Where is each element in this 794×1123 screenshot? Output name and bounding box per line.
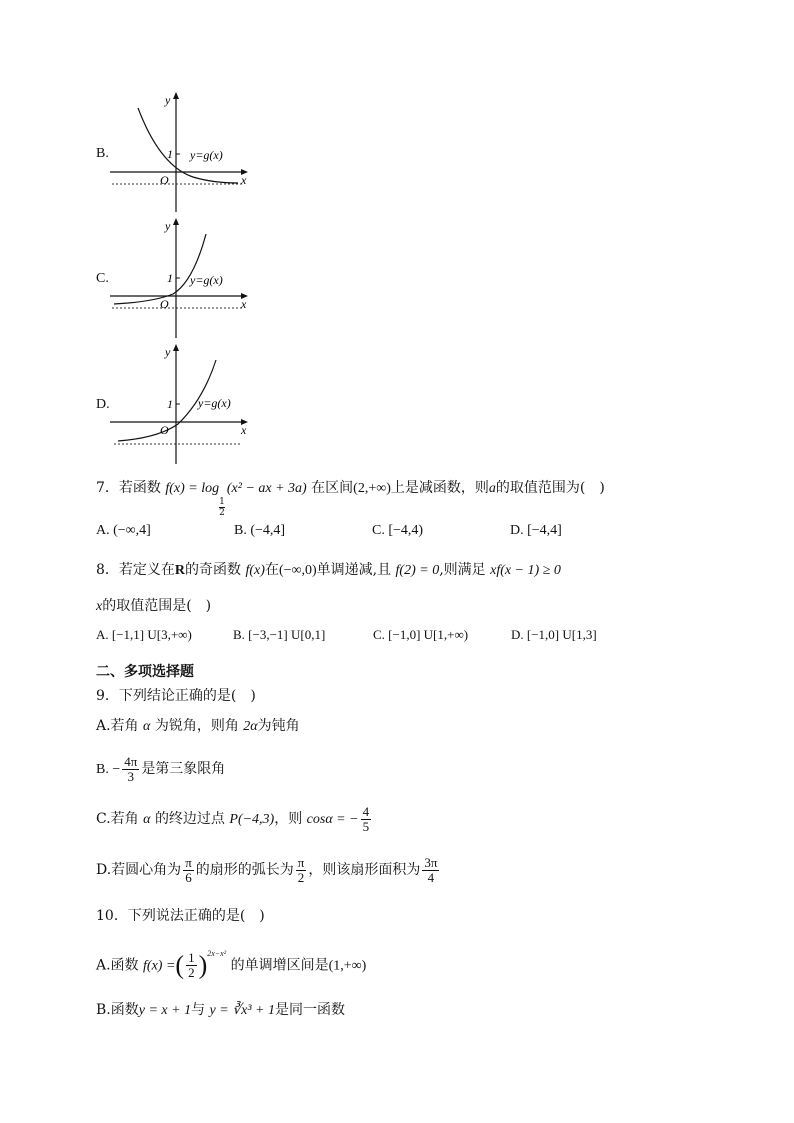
q10-b-post: 是同一函数 xyxy=(274,1002,345,1018)
curve-label: y=g(x) xyxy=(190,273,223,287)
question-8-stem xyxy=(96,560,561,581)
question-8-options xyxy=(96,627,631,643)
q8-interval: (−∞,0) xyxy=(278,563,317,578)
q9-d-num1: π xyxy=(185,854,192,870)
q10-b-f2: y = ∛x³ + 1 xyxy=(209,1003,275,1018)
q8-mid4: ,则满足 xyxy=(439,562,486,578)
q7-base-num: 1 xyxy=(219,497,225,507)
q10-a-fx: f(x) = xyxy=(143,958,176,974)
q8-var-x: x xyxy=(96,599,103,614)
q10-a-num: 1 xyxy=(188,950,195,966)
q9-b-prefix: B. − xyxy=(96,762,121,777)
curve-label: y=g(x) xyxy=(198,396,231,410)
q9-d-num2: π xyxy=(297,854,305,870)
curve-label: y=g(x) xyxy=(190,148,223,162)
q9-option-d xyxy=(96,853,441,887)
option-c-label: C. xyxy=(96,271,109,286)
section-heading: 二、多项选择题 xyxy=(96,664,194,680)
q9-d-den1: 6 xyxy=(185,869,192,885)
one-label: 1 xyxy=(167,397,173,411)
q9-d-fraction2 xyxy=(296,856,307,885)
graph-option-c xyxy=(108,214,258,340)
q9-c-prefix: C.若角 xyxy=(96,811,139,827)
q9-c-point: P(−4,3) xyxy=(229,812,275,827)
q8-prefix: 8．若定义在 xyxy=(96,562,175,578)
y-axis-arrow-icon xyxy=(173,218,179,225)
q10-a-paren-right: ) xyxy=(198,950,208,980)
q9-b-post: 是第三象限角 xyxy=(141,761,226,777)
origin-label: O xyxy=(160,423,169,437)
q7-var-a: a xyxy=(488,481,496,496)
q10-a-exponent: 2x−x² xyxy=(207,949,227,958)
one-label: 1 xyxy=(167,147,173,161)
q9-a-post: 为钝角 xyxy=(257,718,300,734)
q9-a-mid: 为锐角，则角 xyxy=(154,718,239,734)
q10-a-interval: (1,+∞) xyxy=(328,958,367,974)
q7-option-b: B. (−4,4] xyxy=(234,523,286,538)
q9-d-post: ，则该扇形面积为 xyxy=(308,862,421,878)
y-axis-label: y xyxy=(165,93,171,107)
q9-c-fraction xyxy=(361,805,372,834)
q9-option-a xyxy=(96,716,300,737)
graph-option-d xyxy=(108,340,258,466)
q10-a-paren-left: ( xyxy=(175,950,185,980)
q7-post: 上是减函数，则 xyxy=(390,480,489,496)
y-axis-label: y xyxy=(165,345,171,359)
x-axis-label: x xyxy=(241,173,247,187)
q8-fx: f(x) xyxy=(245,563,265,578)
q10-option-b xyxy=(96,1000,345,1021)
q7-interval: (2,+∞) xyxy=(353,481,391,496)
q8-mid3: 单调递减,且 xyxy=(316,562,392,578)
q7-mid: 在区间 xyxy=(311,480,354,496)
q7-log-base xyxy=(219,497,225,518)
graph-option-b xyxy=(108,88,258,214)
q10-b-mid: 与 xyxy=(191,1002,206,1018)
one-label: 1 xyxy=(167,271,173,285)
q7-option-a: A. (−∞,4] xyxy=(96,523,151,538)
q8-inequality: xf(x − 1) ≥ 0 xyxy=(490,563,561,578)
q9-d-den2: 2 xyxy=(297,869,305,885)
q9-d-prefix: D.若圆心角为 xyxy=(96,862,182,878)
q9-c-den: 5 xyxy=(362,818,370,834)
y-axis-arrow-icon xyxy=(173,344,179,351)
q9-b-den: 3 xyxy=(127,768,135,784)
q10-b-prefix: B.函数 xyxy=(96,1002,139,1018)
q8-option-c: C. [−1,0] U[1,+∞) xyxy=(373,627,469,642)
q9-a-two-alpha: 2α xyxy=(243,719,258,734)
q9-d-den3: 4 xyxy=(427,869,435,885)
y-axis-label: y xyxy=(165,219,171,233)
y-axis-arrow-icon xyxy=(173,92,179,99)
q9-d-mid: 的扇形的弧长为 xyxy=(195,862,294,878)
q7-base-den: 2 xyxy=(219,508,225,518)
q9-c-cos: cosα = − xyxy=(306,812,359,827)
x-axis-label: x xyxy=(241,423,247,437)
q9-option-b xyxy=(96,752,225,787)
q8-mid1: 的奇函数 xyxy=(185,562,242,578)
q9-d-fraction3 xyxy=(422,856,439,885)
q9-d-num3: 3π xyxy=(424,854,438,870)
q7-option-d: D. [−4,4] xyxy=(510,523,562,538)
q10-a-fraction xyxy=(186,951,197,980)
q8-option-b: B. [−3,−1] U[0,1] xyxy=(233,627,326,642)
q9-c-num: 4 xyxy=(362,803,370,819)
q10-b-f1: y = x + 1 xyxy=(138,1003,192,1018)
origin-label: O xyxy=(160,297,169,311)
q9-c-then: ，则 xyxy=(274,811,303,827)
q9-c-mid: 的终边过点 xyxy=(154,811,225,827)
q10-option-a xyxy=(96,940,366,989)
q9-b-fraction xyxy=(122,755,139,784)
q9-b-num: 4π xyxy=(124,753,138,769)
question-7-stem xyxy=(96,478,605,518)
q7-function: f(x) = log xyxy=(165,481,220,496)
q8-line2: 的取值范围是( ) xyxy=(102,598,212,614)
q9-option-c xyxy=(96,802,373,837)
q9-d-fraction1 xyxy=(183,856,194,885)
q8-set-R: R xyxy=(174,563,186,578)
x-axis-label: x xyxy=(241,297,247,311)
q8-f2: f(2) = 0 xyxy=(395,563,440,578)
q10-a-den: 2 xyxy=(188,965,195,981)
origin-label: O xyxy=(160,173,169,187)
question-10-stem: 10．下列说法正确的是( ) xyxy=(96,908,265,924)
q7-prefix: 7．若函数 xyxy=(96,480,161,496)
q10-a-mid: 的单调增区间是 xyxy=(230,957,329,974)
q9-c-alpha: α xyxy=(143,812,151,827)
option-b-label: B. xyxy=(96,146,109,161)
q8-option-d: D. [−1,0] U[1,3] xyxy=(511,627,597,642)
question-9-stem: 9．下列结论正确的是( ) xyxy=(96,688,256,704)
q7-option-c: C. [−4,4) xyxy=(372,523,424,538)
option-d-label: D. xyxy=(96,397,110,412)
question-8-stem-line2 xyxy=(96,596,211,617)
q8-mid2: 在 xyxy=(264,562,279,578)
q9-a-prefix: A.若角 xyxy=(96,718,139,734)
q9-a-alpha: α xyxy=(143,719,151,734)
q8-option-a: A. [−1,1] U[3,+∞) xyxy=(96,627,192,642)
q10-a-prefix: A.函数 xyxy=(96,957,139,974)
q7-end: 的取值范围为( ) xyxy=(495,480,605,496)
curve-g xyxy=(114,234,206,304)
q7-argument: (x² − ax + 3a) xyxy=(226,481,307,496)
question-7-options xyxy=(96,523,648,539)
